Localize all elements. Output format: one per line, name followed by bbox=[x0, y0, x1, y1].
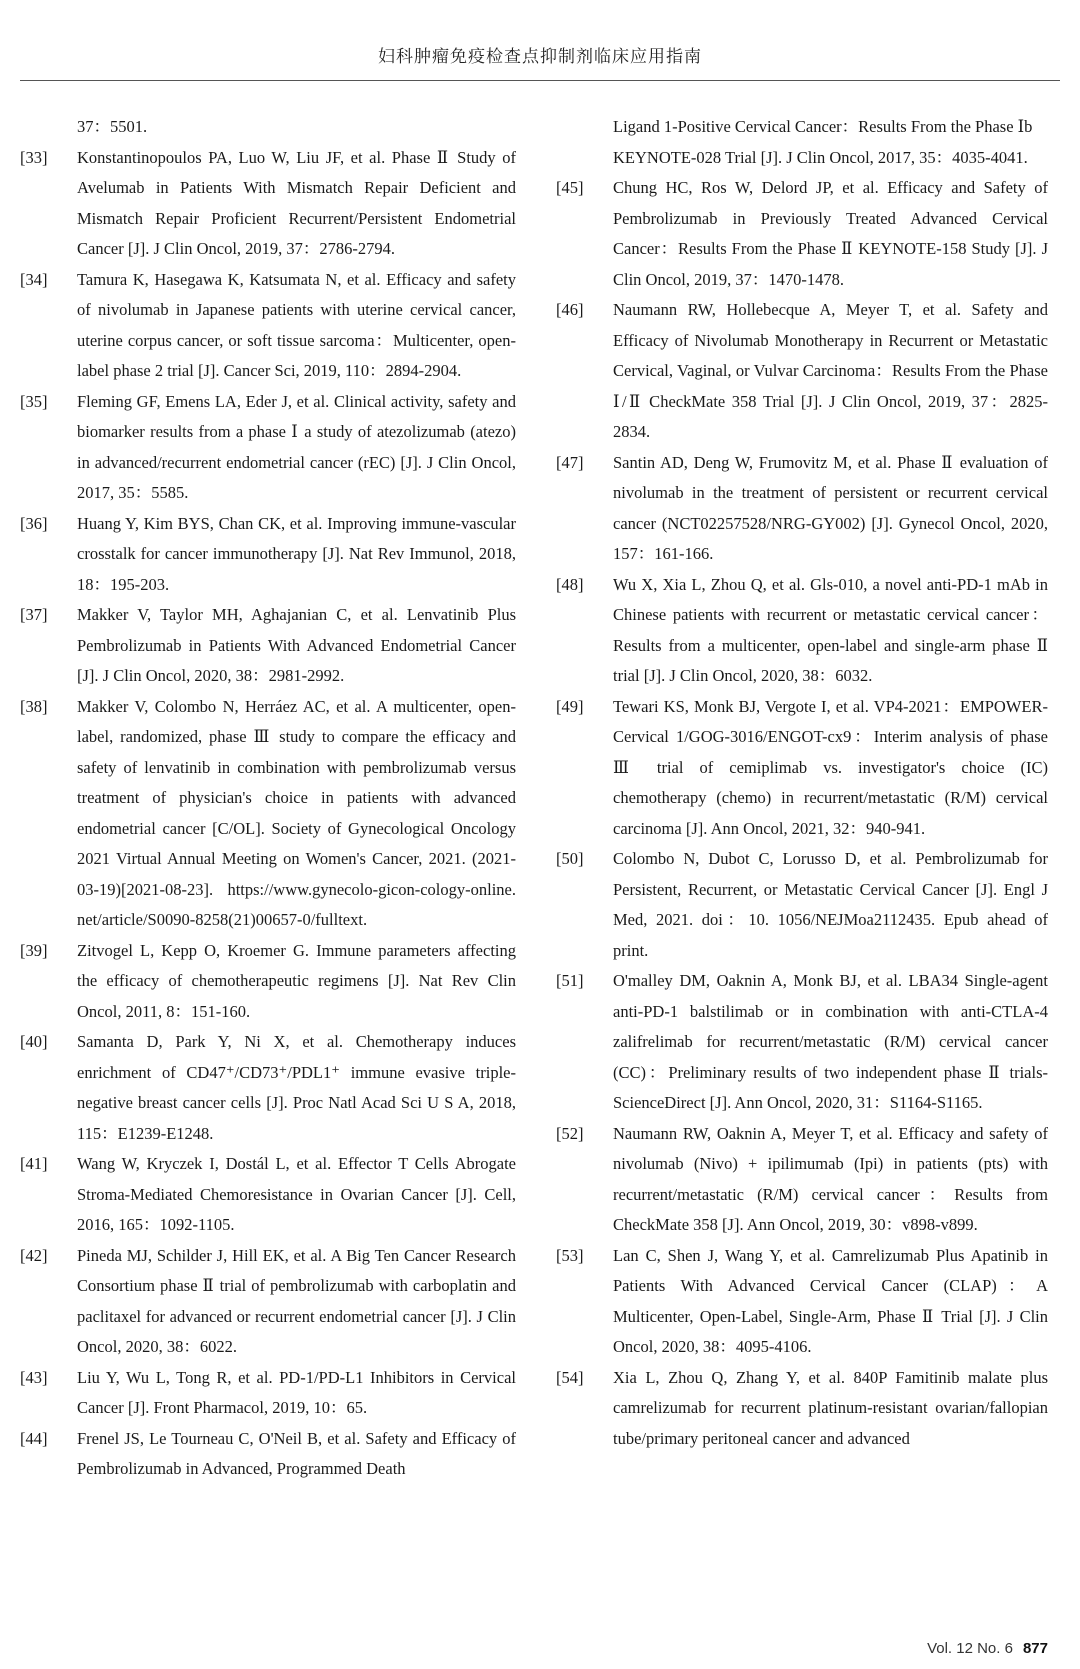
reference-list bbox=[556, 173, 1048, 1454]
reference-item bbox=[20, 600, 516, 692]
reference-text: Wu X, Xia L, Zhou Q, et al. Gls-010, a novel anti-PD-1 mAb in Chinese patients with recurrent or metastatic cervical cancer：Results from a multicenter, open-label and single-arm phase Ⅱ trial [J]. J Clin Oncol, 2020, 38：6032. bbox=[613, 574, 1048, 685]
header-rule bbox=[20, 80, 1060, 81]
reference-number: [50] bbox=[556, 849, 584, 868]
reference-item bbox=[20, 387, 516, 509]
reference-text: Fleming GF, Emens LA, Eder J, et al. Clinical activity, safety and biomarker results from a phase Ⅰ a study of atezolizumab (atezo) in advanced/recurrent endometrial cancer (rEC) [J]. J Clin Oncol, 2017, 35：5585. bbox=[77, 391, 516, 502]
reference-number: [40] bbox=[20, 1032, 48, 1051]
reference-text: Lan C, Shen J, Wang Y, et al. Camrelizumab Plus Apatinib in Patients With Advanced Cervical Cancer (CLAP)：A Multicenter, Open-Label, Single-Arm, Phase Ⅱ Trial [J]. J Clin Oncol, 2020, 38：4095-4106. bbox=[613, 1245, 1048, 1356]
reference-text: Huang Y, Kim BYS, Chan CK, et al. Improving immune-vascular crosstalk for cancer immunotherapy [J]. Nat Rev Immunol, 2018, 18：195-203. bbox=[77, 513, 516, 594]
reference-item bbox=[556, 692, 1048, 845]
reference-text: Liu Y, Wu L, Tong R, et al. PD-1/PD-L1 Inhibitors in Cervical Cancer [J]. Front Pharmacol, 2019, 10：65. bbox=[77, 1367, 516, 1417]
reference-number: [41] bbox=[20, 1154, 48, 1173]
reference-item bbox=[20, 509, 516, 601]
running-header: 妇科肿瘤免疫检查点抑制剂临床应用指南 bbox=[378, 47, 702, 67]
reference-text: Colombo N, Dubot C, Lorusso D, et al. Pembrolizumab for Persistent, Recurrent, or Metastatic Cervical Cancer [J]. Engl J Med, 2021. doi：10. 1056/NEJMoa2112435. Epub ahead of print. bbox=[613, 849, 1048, 960]
reference-text: Pineda MJ, Schilder J, Hill EK, et al. A Big Ten Cancer Research Consortium phase Ⅱ trial of pembrolizumab with carboplatin and paclitaxel for advanced or recurrent endometrial cancer [J]. J Clin Oncol, 2020, 38：6022. bbox=[77, 1245, 516, 1356]
continuation-text: Ligand 1-Positive Cervical Cancer：Results From the Phase Ⅰb KEYNOTE-028 Trial [J]. J Clin Oncol, 2017, 35：4035-4041. bbox=[613, 117, 1033, 167]
left-column bbox=[20, 112, 516, 1485]
reference-number: [44] bbox=[20, 1428, 48, 1448]
reference-item bbox=[20, 265, 516, 387]
reference-text: Samanta D, Park Y, Ni X, et al. Chemotherapy induces enrichment of CD47⁺/CD73⁺/PDL1⁺ immune evasive triple-negative breast cancer cells [J]. Proc Natl Acad Sci U S A, 2018, 115：E1239-E1248. bbox=[77, 1032, 516, 1143]
reference-item bbox=[20, 1363, 516, 1424]
reference-text: Makker V, Taylor MH, Aghajanian C, et al. Lenvatinib Plus Pembrolizumab in Patients With Advanced Endometrial Cancer [J]. J Clin Oncol, 2020, 38：2981-2992. bbox=[77, 605, 516, 685]
reference-item bbox=[556, 1241, 1048, 1363]
reference-item bbox=[20, 1241, 516, 1363]
reference-number: [36] bbox=[20, 513, 48, 533]
right-column bbox=[556, 112, 1048, 1454]
reference-number: [39] bbox=[20, 940, 48, 960]
page-number: 877 bbox=[1022, 1640, 1048, 1657]
reference-item bbox=[20, 936, 516, 1028]
reference-text: Frenel JS, Le Tourneau C, O'Neil B, et al. Safety and Efficacy of Pembrolizumab in Advanced, Programmed Death bbox=[77, 1428, 516, 1478]
reference-number: [42] bbox=[20, 1245, 48, 1265]
reference-number: [34] bbox=[20, 269, 48, 289]
volume-label: Vol. 12 No. 6 bbox=[927, 1640, 1013, 1657]
reference-item bbox=[556, 570, 1048, 692]
reference-number: [38] bbox=[20, 696, 48, 716]
reference-item bbox=[556, 1119, 1048, 1241]
reference-number: [48] bbox=[556, 574, 584, 594]
reference-number: [46] bbox=[556, 300, 584, 319]
reference-number: [51] bbox=[556, 971, 584, 990]
reference-text: Makker V, Colombo N, Herráez AC, et al. A multicenter, open-label, randomized, phase Ⅲ study to compare the efficacy and safety of lenvatinib in combination with pembrolizumab versus treatment of physician's choice in patients with advanced endometrial cancer [C/OL]. Society of Gynecological Oncology 2021 Virtual Annual Meeting on Women's Cancer, 2021. (2021-03-19)[2021-08-23]. https://www.gynecolo-gicon-cology-online. net/article/S0090-8258(21)00657-0/fulltext. bbox=[77, 696, 516, 929]
reference-item bbox=[20, 143, 516, 265]
reference-number: [33] bbox=[20, 147, 48, 167]
reference-text: Tamura K, Hasegawa K, Katsumata N, et al. Efficacy and safety of nivolumab in Japanese patients with uterine cervical cancer, uterine corpus cancer, or soft tissue sarcoma：Multicenter, open-label phase 2 trial [J]. Cancer Sci, 2019, 110：2894-2904. bbox=[77, 269, 516, 380]
reference-item bbox=[556, 173, 1048, 295]
reference-item bbox=[20, 692, 516, 936]
page-footer bbox=[927, 1640, 1048, 1657]
reference-text: Xia L, Zhou Q, Zhang Y, et al. 840P Famitinib malate plus camrelizumab for recurrent platinum-resistant ovarian/fallopian tube/primary peritoneal cancer and advanced bbox=[613, 1367, 1048, 1448]
reference-text: Naumann RW, Hollebecque A, Meyer T, et al. Safety and Efficacy of Nivolumab Monotherapy in Recurrent or Metastatic Cervical, Vaginal, or Vulvar Carcinoma：Results From the Phase Ⅰ/Ⅱ CheckMate 358 Trial [J]. J Clin Oncol, 2019, 37：2825-2834. bbox=[613, 300, 1048, 441]
reference-number: [53] bbox=[556, 1245, 584, 1265]
reference-number: [49] bbox=[556, 696, 584, 716]
reference-list bbox=[20, 143, 516, 1485]
reference-item bbox=[556, 448, 1048, 570]
reference-number: [47] bbox=[556, 452, 584, 472]
reference-text: Konstantinopoulos PA, Luo W, Liu JF, et al. Phase Ⅱ Study of Avelumab in Patients With Mismatch Repair Deficient and Mismatch Repair Proficient Recurrent/Persistent Endometrial Cancer [J]. J Clin Oncol, 2019, 37：2786-2794. bbox=[77, 147, 516, 258]
reference-text: O'malley DM, Oaknin A, Monk BJ, et al. LBA34 Single-agent anti-PD-1 balstilimab or in combination with anti-CTLA-4 zalifrelimab for recurrent/metastatic (R/M) cervical cancer (CC)：Preliminary results of two independent phase Ⅱ trials-ScienceDirect [J]. Ann Oncol, 2020, 31：S1164-S1165. bbox=[613, 971, 1048, 1112]
reference-number: [43] bbox=[20, 1367, 48, 1387]
reference-text: Zitvogel L, Kepp O, Kroemer G. Immune parameters affecting the efficacy of chemotherapeutic regimens [J]. Nat Rev Clin Oncol, 2011, 8：151-160. bbox=[77, 940, 516, 1021]
reference-text: Santin AD, Deng W, Frumovitz M, et al. Phase Ⅱ evaluation of nivolumab in the treatment of persistent or recurrent cervical cancer (NCT02257528/NRG-GY002) [J]. Gynecol Oncol, 2020, 157：161-166. bbox=[613, 452, 1048, 563]
reference-item bbox=[20, 1424, 516, 1485]
reference-item bbox=[556, 295, 1048, 448]
continuation-text: 37：5501. bbox=[77, 117, 148, 136]
reference-number: [37] bbox=[20, 605, 48, 624]
reference-number: [52] bbox=[556, 1123, 584, 1143]
reference-item bbox=[556, 1363, 1048, 1455]
reference-number: [54] bbox=[556, 1367, 584, 1387]
reference-item bbox=[20, 1027, 516, 1149]
reference-text: Naumann RW, Oaknin A, Meyer T, et al. Efficacy and safety of nivolumab (Nivo) + ipilimumab (Ipi) in patients (pts) with recurrent/metastatic (R/M) cervical cancer：Results from CheckMate 358 [J]. Ann Oncol, 2019, 30：v898-v899. bbox=[613, 1123, 1048, 1234]
reference-item bbox=[20, 1149, 516, 1241]
reference-item bbox=[556, 966, 1048, 1119]
reference-text: Wang W, Kryczek I, Dostál L, et al. Effector T Cells Abrogate Stroma-Mediated Chemoresistance in Ovarian Cancer [J]. Cell, 2016, 165：1092-1105. bbox=[77, 1154, 516, 1234]
reference-text: Chung HC, Ros W, Delord JP, et al. Efficacy and Safety of Pembrolizumab in Previously Treated Advanced Cervical Cancer：Results From the Phase Ⅱ KEYNOTE-158 Study [J]. J Clin Oncol, 2019, 37：1470-1478. bbox=[613, 178, 1048, 289]
reference-item bbox=[556, 844, 1048, 966]
reference-number: [45] bbox=[556, 178, 584, 197]
reference-number: [35] bbox=[20, 391, 48, 411]
reference-text: Tewari KS, Monk BJ, Vergote I, et al. VP4-2021：EMPOWER-Cervical 1/GOG-3016/ENGOT-cx9：Interim analysis of phase Ⅲ trial of cemiplimab vs. investigator's choice (IC) chemotherapy (chemo) in recurrent/metastatic (R/M) cervical carcinoma [J]. Ann Oncol, 2021, 32：940-941. bbox=[613, 696, 1048, 838]
